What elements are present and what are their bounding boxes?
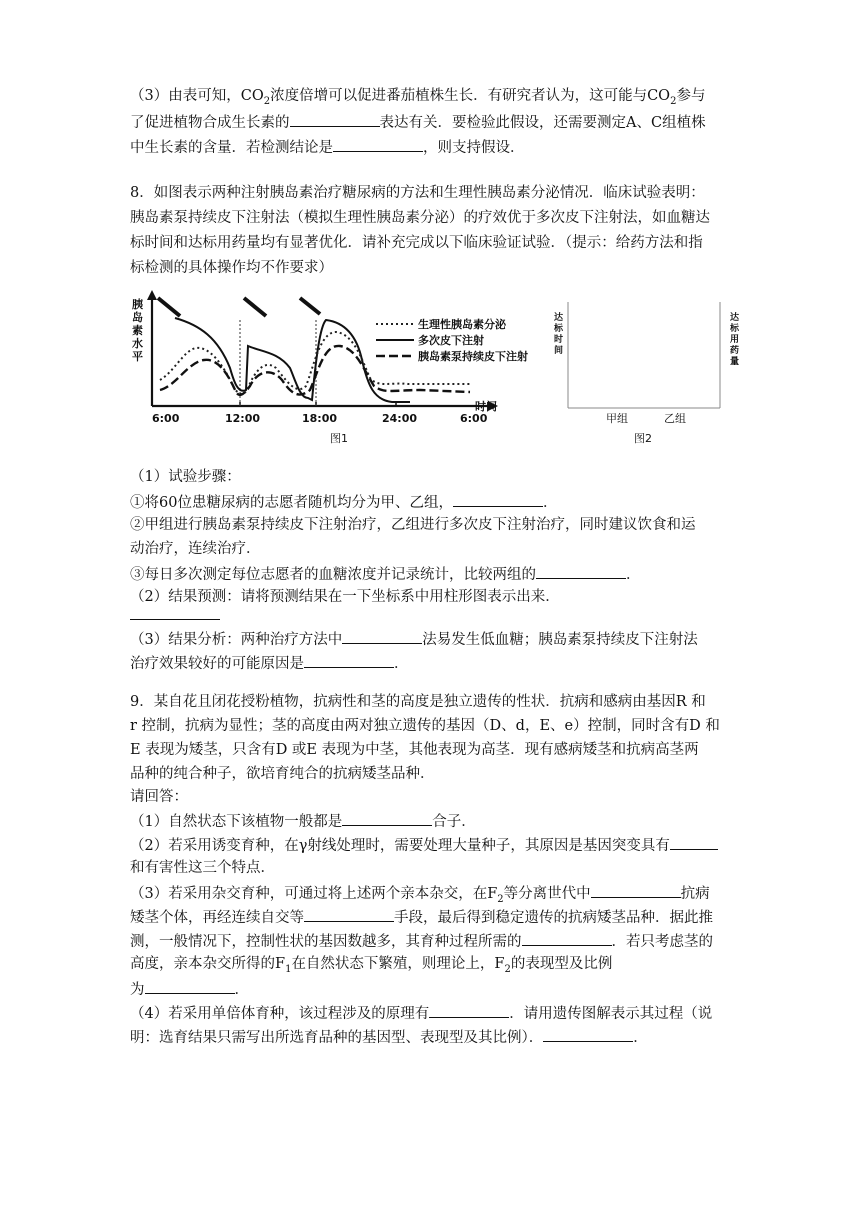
q9-line1: 9．某自花且闭花授粉植物，抗病性和茎的高度是独立遗传的性状．抗病和感病由基因R 和	[130, 694, 706, 710]
text: 浓度倍增可以促进番茄植株生长．有研究者认为，这可能与CO	[270, 88, 671, 104]
fig1-xlabel: 时间	[475, 400, 497, 413]
text: （4）若采用单倍体育种，该过程涉及的原理有	[130, 1006, 430, 1022]
answer-blank[interactable]	[304, 906, 394, 922]
subscript: 1	[285, 963, 292, 975]
text: 抗病	[680, 886, 710, 902]
text: 合子．	[432, 814, 476, 830]
answer-blank[interactable]	[342, 628, 422, 644]
answer-blank[interactable]	[453, 491, 543, 507]
fig1-xtick: 12:00	[225, 412, 261, 425]
legend-label: 多次皮下注射	[418, 334, 484, 347]
q9-part3-line5	[130, 978, 249, 1000]
fig2-ylabel-right-char: 达	[730, 313, 740, 323]
text: 中生长素的含量．若检测结论是	[130, 140, 333, 156]
text: 表达有关．要检验此假设，还需要测定A、C组植株	[379, 115, 706, 131]
injection-arrow-icon	[244, 298, 266, 316]
figure-1	[130, 290, 528, 448]
legend-label: 生理性胰岛素分泌	[418, 318, 506, 331]
text: 高度，亲本杂交所得的F	[130, 956, 286, 972]
text: 为	[130, 982, 145, 998]
subscript: 2	[670, 95, 677, 107]
text: 手段，最后得到稳定遗传的抗病矮茎品种．据此推	[394, 910, 713, 926]
text: 测，一般情况下，控制性状的基因数越多，其育种过程所需的	[130, 934, 522, 950]
q9-line4: 品种的纯合种子，欲培育纯合的抗病矮茎品种．	[130, 766, 435, 782]
text: ．	[234, 982, 249, 998]
q8-intro-2: 胰岛素泵持续皮下注射法（模拟生理性胰岛素分泌）的疗效优于多次皮下注射法，如血糖达	[130, 210, 710, 226]
fig2-ylabel-left-char: 间	[554, 346, 564, 356]
legend-label: 胰岛素泵持续皮下注射	[418, 350, 528, 363]
answer-blank[interactable]	[429, 1002, 509, 1018]
text: 法易发生低血糖；胰岛素泵持续皮下注射法	[422, 632, 698, 648]
subscript: 2	[497, 893, 504, 905]
answer-blank[interactable]	[304, 652, 394, 668]
answer-blank[interactable]	[130, 604, 220, 620]
q8-step2-line1: ②甲组进行胰岛素泵持续皮下注射治疗，乙组进行多次皮下注射治疗，同时建议饮食和运	[130, 517, 696, 533]
q9-part1	[130, 810, 476, 832]
text: ，则支持假设．	[423, 140, 525, 156]
fig2-ylabel-right-char: 量	[730, 357, 740, 367]
q8-step2-line2: 动治疗，连续治疗．	[130, 541, 261, 557]
fig2-caption: 图2	[634, 432, 652, 445]
fig1-ylabel-char: 平	[132, 350, 143, 363]
q7-line2	[130, 111, 706, 133]
fig1-xtick: 6:00	[152, 412, 180, 425]
text: （3）若采用杂交育种，可通过将上述两个亲本杂交，在F	[130, 886, 498, 902]
figure-2	[548, 290, 742, 448]
answer-blank[interactable]	[591, 882, 681, 898]
q8-part2: （2）结果预测：请将预测结果在一下坐标系中用柱形图表示出来．	[130, 589, 560, 605]
text: ．	[542, 495, 558, 511]
fig1-ylabel-char: 胰	[132, 298, 143, 311]
q7-line1	[130, 86, 705, 112]
fig2-ylabel-left-char: 时	[554, 335, 564, 345]
text: （3）由表可知，CO	[130, 88, 264, 104]
q8-intro-4: 标检测的具体操作均不作要求）	[130, 260, 333, 276]
fig1-ylabel-char: 素	[132, 324, 143, 337]
subscript: 2	[504, 963, 511, 975]
text: （1）自然状态下该植物一般都是	[130, 814, 343, 830]
subscript: 2	[263, 95, 271, 107]
text: ①将60位患糖尿病的志愿者随机均分为甲、乙组，	[130, 495, 453, 511]
q8-step-title: （1）试验步骤：	[130, 469, 241, 485]
q9-line2: r 控制，抗病为显性；茎的高度由两对独立遗传的基因（D、d，E、e）控制，同时含有D 和	[130, 718, 720, 734]
answer-blank[interactable]	[522, 930, 612, 946]
q9-part4-line1	[130, 1002, 712, 1024]
fig2-ylabel-right-char: 用	[730, 335, 740, 345]
text: 在自然状态下繁殖，则理论上，F	[291, 956, 505, 972]
text: 矮茎个体，再经连续自交等	[130, 910, 304, 926]
text: ．	[633, 1030, 648, 1046]
fig2-ylabel-left-char: 达	[554, 313, 564, 323]
q8-step1	[130, 491, 557, 513]
injection-arrow-icon	[300, 298, 320, 314]
fig1-xtick: 18:00	[302, 412, 338, 425]
q9-part2-line1	[130, 834, 718, 856]
fig2-ylabel-right-char: 标	[730, 324, 740, 334]
q8-part3-line1	[130, 628, 698, 650]
text: 参与	[676, 88, 706, 104]
answer-blank[interactable]	[670, 834, 718, 850]
text: 的表现型及比例	[510, 956, 613, 972]
q8-step3	[130, 563, 641, 585]
q9-part3-line2	[130, 906, 713, 928]
q9-part4-line2	[130, 1026, 648, 1048]
answer-blank[interactable]	[543, 1026, 633, 1042]
answer-blank[interactable]	[145, 978, 235, 994]
fig2-ylabel-left-char: 标	[554, 324, 564, 334]
answer-blank[interactable]	[536, 563, 626, 579]
text: 治疗效果较好的可能原因是	[130, 656, 304, 672]
q8-part2-blank-line	[130, 604, 220, 626]
answer-blank[interactable]	[333, 136, 423, 152]
answer-blank[interactable]	[290, 111, 380, 127]
q7-line3	[130, 136, 525, 158]
fig1-caption: 图1	[330, 432, 348, 445]
fig1-ylabel-char: 岛	[132, 311, 143, 324]
q8-intro-3: 标时间和达标用药量均有显著优化．请补充完成以下临床验证试验．（提示：给药方法和指	[130, 235, 703, 251]
fig1-ylabel-char: 水	[132, 337, 143, 350]
text: ．若只考虑茎的	[611, 934, 713, 950]
q9-part3-line3	[130, 930, 713, 952]
text: ．	[626, 567, 641, 583]
fig2-ylabel-right-char: 药	[730, 346, 740, 356]
text: （3）结果分析：两种治疗方法中	[130, 632, 343, 648]
q9-part2-line2: 和有害性这三个特点．	[130, 860, 275, 876]
answer-blank[interactable]	[342, 810, 432, 826]
injection-arrow-icon	[158, 298, 180, 316]
q9-line3: E 表现为矮茎，只含有D 或E 表现为中茎，其他表现为高茎．现有感病矮茎和抗病高茎两	[130, 742, 699, 758]
fig1-xtick: 24:00	[382, 412, 418, 425]
text: （2）若采用诱变育种，在γ射线处理时，需要处理大量种子，其原因是基因突变具有	[130, 838, 670, 854]
fig2-group-label: 甲组	[606, 412, 628, 425]
q9-part3-line4	[130, 954, 612, 980]
q8-intro-1: 8．如图表示两种注射胰岛素治疗糖尿病的方法和生理性胰岛素分泌情况．临床试验表明：	[130, 185, 705, 201]
text: 了促进植物合成生长素的	[130, 115, 290, 131]
q9-line5: 请回答：	[130, 789, 188, 805]
text: ．请用遗传图解表示其过程（说	[509, 1006, 713, 1022]
fig1-y-arrow	[147, 290, 157, 300]
fig2-group-label: 乙组	[664, 412, 686, 425]
text: 等分离世代中	[503, 886, 591, 902]
text: ③每日多次测定每位志愿者的血糖浓度并记录统计，比较两组的	[130, 567, 536, 583]
fig1-xtick: 6:00	[460, 412, 488, 425]
text: ．	[394, 656, 409, 672]
q8-part3-line2	[130, 652, 409, 674]
text: 明：选育结果只需写出所选育品种的基因型、表现型及其比例）．	[130, 1030, 544, 1046]
